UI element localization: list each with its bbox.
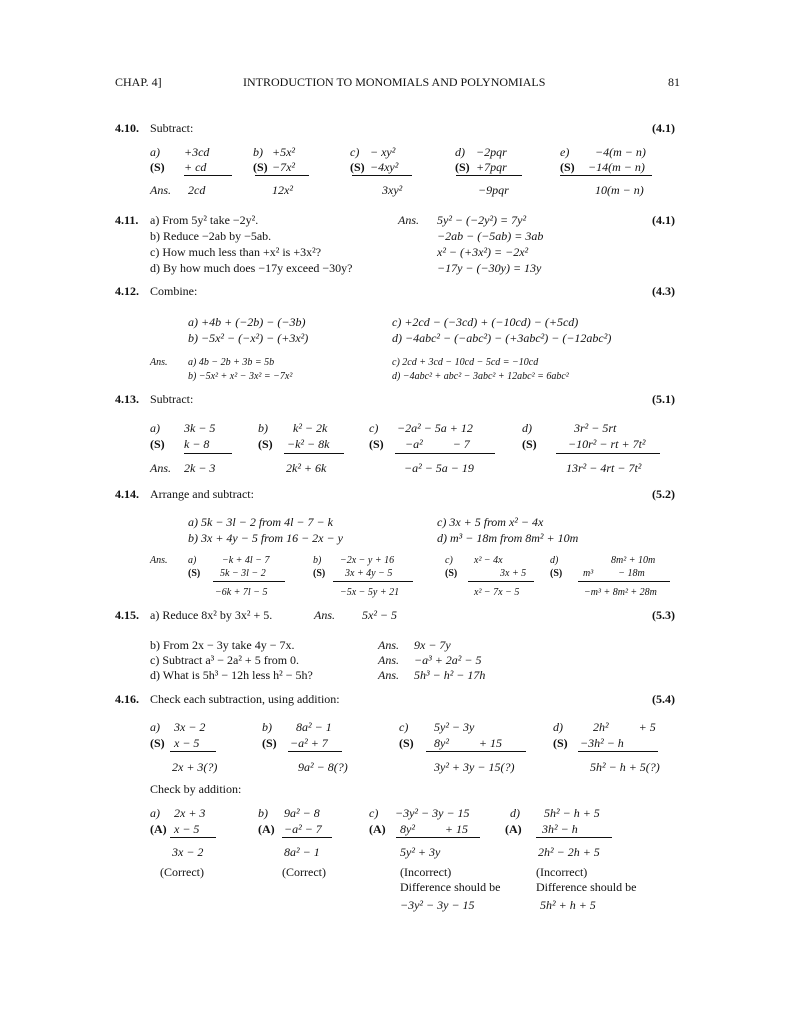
answer: −6k + 7l − 5 — [215, 587, 268, 598]
running-title: INTRODUCTION TO MONOMIALS AND POLYNOMIALS — [243, 75, 546, 89]
check-verdict: (Incorrect) — [400, 865, 452, 879]
problem-number: 4.13. — [115, 392, 139, 406]
answer-label: Ans. — [314, 608, 335, 622]
answer: 2k² + 6k — [286, 461, 327, 475]
answer: −m³ + 8m² + 28m — [584, 587, 657, 598]
question-c: c) 3x + 5 from x² − 4x — [437, 515, 544, 529]
question-d: d) m³ − 18m from 8m² + 10m — [437, 531, 579, 545]
add-marker: (A) — [150, 822, 167, 836]
rule-line — [456, 175, 522, 176]
chapter-label: CHAP. 4] — [115, 75, 162, 89]
problem-title: Subtract: — [150, 121, 194, 135]
rule-line — [578, 581, 670, 582]
question-b: b) 3x + 4y − 5 from 16 − 2x − y — [188, 531, 343, 545]
page-number: 81 — [668, 75, 680, 89]
rule-line — [578, 751, 658, 752]
correct-difference: 5h² + h + 5 — [540, 898, 596, 912]
subtrahend: −4xy² — [370, 160, 399, 174]
answer-b: b) −5x² + x² − 3x² = −7x² — [188, 371, 293, 382]
result: 9a² − 8(?) — [298, 760, 348, 774]
rule-line — [395, 453, 495, 454]
minuend: −k + 4l − 7 — [222, 555, 270, 566]
subtrahend: + cd — [184, 160, 207, 174]
answer: 10(m − n) — [595, 183, 644, 197]
rule-line — [282, 837, 332, 838]
section-ref: (5.4) — [652, 692, 675, 706]
subtract-marker: (S) — [522, 437, 537, 451]
subtrahend: m³ − 18m — [583, 568, 645, 579]
answer-label: Ans. — [378, 668, 399, 682]
check-note: Difference should be — [400, 880, 501, 894]
part-label: d) — [550, 555, 559, 566]
minuend: 5y² − 3y — [434, 720, 475, 734]
question-d: d) −4abc² − (−abc²) − (+3abc²) − (−12abc²) — [392, 331, 612, 345]
problem-number: 4.14. — [115, 487, 139, 501]
subtract-marker: (S) — [150, 160, 165, 174]
answer-a: a) 4b − 2b + 3b = 5b — [188, 357, 275, 368]
rule-line — [184, 453, 232, 454]
part-label: d) — [522, 421, 532, 435]
rule-line — [556, 453, 660, 454]
subtrahend: −3h² − h — [580, 736, 624, 750]
answer-label: Ans. — [150, 555, 168, 566]
result: 2x + 3(?) — [172, 760, 218, 774]
subtract-marker: (S) — [258, 437, 273, 451]
sum: 3x − 2 — [172, 845, 204, 859]
part-label: a) — [150, 421, 160, 435]
problem-number: 4.12. — [115, 284, 139, 298]
subtrahend: x − 5 — [174, 736, 200, 750]
addend-top: 2x + 3 — [174, 806, 206, 820]
subtrahend: −k² − 8k — [287, 437, 330, 451]
check-title: Check by addition: — [150, 782, 242, 796]
addend-bottom: 8y² + 15 — [400, 822, 469, 836]
problem-title: Arrange and subtract: — [150, 487, 254, 501]
section-ref: (4.1) — [652, 121, 675, 135]
addend-top: 5h² − h + 5 — [544, 806, 600, 820]
section-ref: (5.2) — [652, 487, 675, 501]
subtrahend: −7x² — [272, 160, 296, 174]
subtrahend: 8y² + 15 — [434, 736, 503, 750]
question-a: a) +4b + (−2b) − (−3b) — [188, 315, 306, 329]
question-a: a) Reduce 8x² by 3x² + 5. — [150, 608, 273, 622]
question-d: d) By how much does −17y exceed −30y? — [150, 261, 353, 275]
part-label: b) — [253, 145, 263, 159]
answer-d: −17y − (−30y) = 13y — [437, 261, 542, 275]
part-label: b) — [258, 806, 268, 820]
section-ref: (4.3) — [652, 284, 675, 298]
part-label: c) — [399, 720, 409, 734]
minuend: k² − 2k — [293, 421, 328, 435]
sum: 5y² + 3y — [400, 845, 441, 859]
section-ref: (5.3) — [652, 608, 675, 622]
subtract-marker: (S) — [253, 160, 268, 174]
minuend: 3k − 5 — [184, 421, 216, 435]
minuend: − xy² — [370, 145, 396, 159]
subtract-marker: (S) — [262, 736, 277, 750]
section-ref: (4.1) — [652, 213, 675, 227]
question-b: b) −5x² − (−x²) − (+3x²) — [188, 331, 309, 345]
question-b: b) From 2x − 3y take 4y − 7x. — [150, 638, 295, 652]
question-b: b) Reduce −2ab by −5ab. — [150, 229, 272, 243]
subtrahend: 3x + 5 — [500, 568, 527, 579]
subtrahend: +7pqr — [476, 160, 507, 174]
answer-a: 5x² − 5 — [362, 608, 398, 622]
rule-line — [468, 581, 534, 582]
section-ref: (5.1) — [652, 392, 675, 406]
minuend: −2a² − 5a + 12 — [397, 421, 473, 435]
addend-top: 9a² − 8 — [284, 806, 320, 820]
problem-title: Check each subtraction, using addition: — [150, 692, 340, 706]
part-label: a) — [150, 806, 160, 820]
subtract-marker: (S) — [455, 160, 470, 174]
part-label: c) — [445, 555, 453, 566]
answer: −a² − 5a − 19 — [404, 461, 474, 475]
answer-c: c) 2cd + 3cd − 10cd − 5cd = −10cd — [392, 357, 539, 368]
rule-line — [560, 175, 652, 176]
answer: 3xy² — [382, 183, 403, 197]
subtract-marker: (S) — [188, 568, 201, 579]
subtrahend: 5k − 3l − 2 — [220, 568, 266, 579]
subtract-marker: (S) — [313, 568, 326, 579]
problem-number: 4.11. — [115, 213, 139, 227]
answer-a: 5y² − (−2y²) = 7y² — [437, 213, 527, 227]
subtract-marker: (S) — [350, 160, 365, 174]
minuend: +5x² — [272, 145, 296, 159]
part-label: c) — [369, 806, 379, 820]
minuend: −4(m − n) — [595, 145, 646, 159]
subtract-marker: (S) — [550, 568, 563, 579]
minuend: −2pqr — [476, 145, 507, 159]
subtrahend: −10r² − rt + 7t² — [568, 437, 646, 451]
answer: −5x − 5y + 21 — [340, 587, 400, 598]
correct-difference: −3y² − 3y − 15 — [400, 898, 475, 912]
answer-d: 5h³ − h² − 17h — [414, 668, 486, 682]
part-label: d) — [455, 145, 465, 159]
problem-title: Subtract: — [150, 392, 194, 406]
rule-line — [255, 175, 309, 176]
sum: 2h² − 2h + 5 — [538, 845, 600, 859]
rule-line — [213, 581, 285, 582]
answer: −9pqr — [478, 183, 509, 197]
question-c: c) Subtract a³ − 2a² + 5 from 0. — [150, 653, 300, 667]
answer: 13r² − 4rt − 7t² — [566, 461, 642, 475]
answer-label: Ans. — [150, 183, 171, 197]
answer: 2k − 3 — [184, 461, 216, 475]
addend-top: −3y² − 3y − 15 — [395, 806, 470, 820]
answer-label: Ans. — [150, 357, 168, 368]
rule-line — [352, 175, 412, 176]
rule-line — [288, 751, 342, 752]
rule-line — [333, 581, 413, 582]
subtrahend: k − 8 — [184, 437, 210, 451]
subtract-marker: (S) — [445, 568, 458, 579]
answer-b: −2ab − (−5ab) = 3ab — [437, 229, 544, 243]
part-label: a) — [188, 555, 197, 566]
subtrahend: −14(m − n) — [588, 160, 645, 174]
subtract-marker: (S) — [150, 736, 165, 750]
minuend: +3cd — [184, 145, 210, 159]
part-label: a) — [150, 720, 160, 734]
answer-label: Ans. — [398, 213, 419, 227]
problem-title: Combine: — [150, 284, 198, 298]
problem-number: 4.10. — [115, 121, 139, 135]
question-a: a) 5k − 3l − 2 from 4l − 7 − k — [188, 515, 333, 529]
check-verdict: (Correct) — [160, 865, 204, 879]
sum: 8a² − 1 — [284, 845, 320, 859]
minuend: 3x − 2 — [174, 720, 206, 734]
part-label: b) — [258, 421, 268, 435]
minuend: −2x − y + 16 — [340, 555, 395, 566]
question-a: a) From 5y² take −2y². — [150, 213, 259, 227]
problem-number: 4.15. — [115, 608, 139, 622]
result: 3y² + 3y − 15(?) — [434, 760, 515, 774]
answer-b: 9x − 7y — [414, 638, 451, 652]
part-label: b) — [262, 720, 272, 734]
addend-bottom: x − 5 — [174, 822, 200, 836]
result: 5h² − h + 5(?) — [590, 760, 660, 774]
answer: x² − 7x − 5 — [474, 587, 520, 598]
part-label: c) — [350, 145, 360, 159]
add-marker: (A) — [258, 822, 275, 836]
addend-bottom: −a² − 7 — [284, 822, 322, 836]
subtrahend: 3x + 4y − 5 — [345, 568, 393, 579]
rule-line — [170, 751, 216, 752]
subtract-marker: (S) — [560, 160, 575, 174]
part-label: b) — [313, 555, 322, 566]
answer-c: −a³ + 2a² − 5 — [414, 653, 482, 667]
part-label: e) — [560, 145, 570, 159]
rule-line — [184, 175, 232, 176]
subtract-marker: (S) — [150, 437, 165, 451]
rule-line — [284, 453, 344, 454]
minuend: x² − 4x — [474, 555, 503, 566]
rule-line — [536, 837, 612, 838]
minuend: 8m² + 10m — [611, 555, 656, 566]
subtract-marker: (S) — [553, 736, 568, 750]
answer: 12x² — [272, 183, 293, 197]
part-label: d) — [510, 806, 520, 820]
check-verdict: (Correct) — [282, 865, 326, 879]
minuend: 2h² + 5 — [593, 720, 656, 734]
check-note: Difference should be — [536, 880, 637, 894]
subtrahend: −a² − 7 — [405, 437, 470, 451]
subtrahend: −a² + 7 — [290, 736, 328, 750]
rule-line — [426, 751, 526, 752]
minuend: 8a² − 1 — [296, 720, 332, 734]
addend-bottom: 3h² − h — [542, 822, 578, 836]
answer-c: x² − (+3x²) = −2x² — [437, 245, 529, 259]
answer-label: Ans. — [378, 653, 399, 667]
add-marker: (A) — [505, 822, 522, 836]
answer-d: d) −4abc² + abc² − 3abc² + 12abc² = 6abc² — [392, 371, 569, 382]
part-label: a) — [150, 145, 160, 159]
rule-line — [170, 837, 216, 838]
answer-label: Ans. — [378, 638, 399, 652]
question-d: d) What is 5h³ − 12h less h² − 5h? — [150, 668, 313, 682]
part-label: c) — [369, 421, 379, 435]
question-c: c) How much less than +x² is +3x²? — [150, 245, 322, 259]
answer-label: Ans. — [150, 461, 171, 475]
rule-line — [396, 837, 480, 838]
answer: 2cd — [188, 183, 206, 197]
subtract-marker: (S) — [369, 437, 384, 451]
minuend: 3r² − 5rt — [574, 421, 617, 435]
add-marker: (A) — [369, 822, 386, 836]
question-c: c) +2cd − (−3cd) + (−10cd) − (+5cd) — [392, 315, 579, 329]
subtract-marker: (S) — [399, 736, 414, 750]
problem-number: 4.16. — [115, 692, 139, 706]
part-label: d) — [553, 720, 563, 734]
check-verdict: (Incorrect) — [536, 865, 588, 879]
